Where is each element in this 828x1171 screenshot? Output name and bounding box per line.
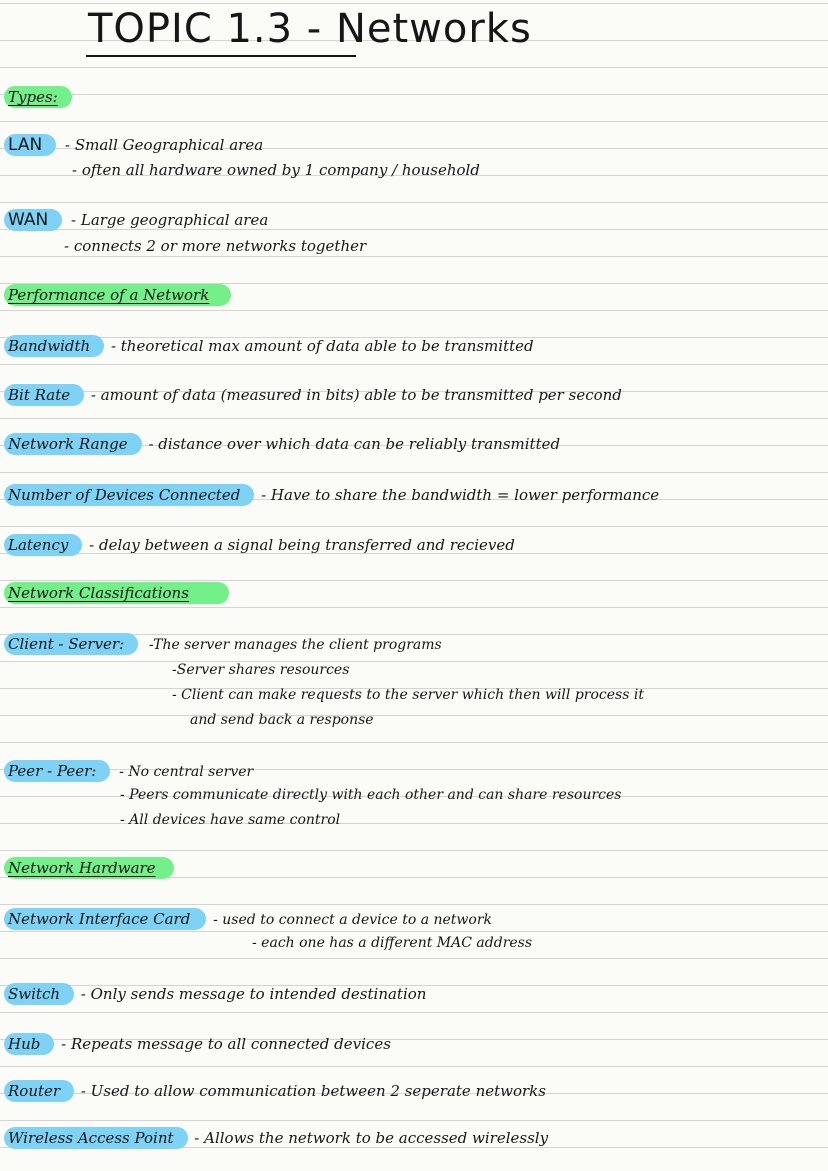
peer-peer-point: - No central server	[119, 764, 254, 780]
performance-row	[8, 484, 659, 506]
lan-label: LAN	[4, 134, 56, 156]
client-server-point: -The server manages the client programs	[148, 637, 442, 653]
peer-peer-row	[8, 760, 253, 782]
performance-row	[8, 384, 622, 406]
nic-point: - used to connect a device to a network	[213, 912, 493, 928]
hardware-label: Switch	[4, 983, 74, 1005]
page-title: TOPIC 1.3 - Networks	[88, 6, 532, 52]
hardware-row	[8, 1080, 546, 1102]
client-server-point: and send back a response	[190, 712, 374, 728]
hardware-label: Router	[4, 1080, 74, 1102]
hardware-row	[8, 1033, 391, 1055]
classifications-heading: Network Classifications	[8, 582, 229, 604]
performance-row	[8, 534, 515, 556]
peer-peer-label: Peer - Peer:	[4, 760, 110, 782]
performance-label: Bandwidth	[4, 335, 104, 357]
client-server-row	[8, 633, 442, 655]
nic-label: Network Interface Card	[4, 908, 206, 930]
performance-label: Network Range	[4, 433, 142, 455]
lan-point: - Small Geographical area	[65, 136, 264, 154]
performance-label: Latency	[4, 534, 82, 556]
nic-row	[8, 908, 492, 930]
client-server-label: Client - Server:	[4, 633, 138, 655]
lan-point: - often all hardware owned by 1 company / household	[72, 161, 480, 179]
wan-row	[8, 209, 268, 231]
performance-text: - delay between a signal being transferred and recieved	[89, 536, 515, 554]
peer-peer-point: - All devices have same control	[120, 812, 341, 828]
types-heading: Types:	[8, 86, 72, 108]
hardware-text: - Only sends message to intended destination	[80, 985, 427, 1003]
wan-point: - Large geographical area	[71, 211, 269, 229]
lan-row	[8, 134, 263, 156]
performance-label: Bit Rate	[4, 384, 84, 406]
wan-point: - connects 2 or more networks together	[64, 237, 367, 255]
performance-text: - theoretical max amount of data able to be transmitted	[110, 337, 534, 355]
hardware-row	[8, 1127, 548, 1149]
performance-heading: Performance of a Network	[8, 284, 231, 306]
performance-row	[8, 433, 560, 455]
hardware-label: Wireless Access Point	[4, 1127, 188, 1149]
performance-text: - amount of data (measured in bits) able to be transmitted per second	[90, 386, 622, 404]
hardware-heading: Network Hardware	[8, 857, 174, 879]
performance-text: - Have to share the bandwidth = lower performance	[261, 486, 660, 504]
performance-text: - distance over which data can be reliably transmitted	[148, 435, 561, 453]
nic-point: - each one has a different MAC address	[252, 935, 533, 951]
hardware-text: - Used to allow communication between 2 seperate networks	[80, 1082, 546, 1100]
hardware-text: - Repeats message to all connected devices	[61, 1035, 391, 1053]
title-underline	[86, 55, 356, 57]
performance-label: Number of Devices Connected	[4, 484, 254, 506]
hardware-label: Hub	[4, 1033, 54, 1055]
client-server-point: -Server shares resources	[172, 662, 350, 678]
wan-label: WAN	[4, 209, 62, 231]
performance-row	[8, 335, 534, 357]
peer-peer-point: - Peers communicate directly with each other and can share resources	[120, 787, 622, 803]
hardware-text: - Allows the network to be accessed wirelessly	[194, 1129, 549, 1147]
hardware-row	[8, 983, 426, 1005]
client-server-point: - Client can make requests to the server which then will process it	[172, 687, 644, 703]
